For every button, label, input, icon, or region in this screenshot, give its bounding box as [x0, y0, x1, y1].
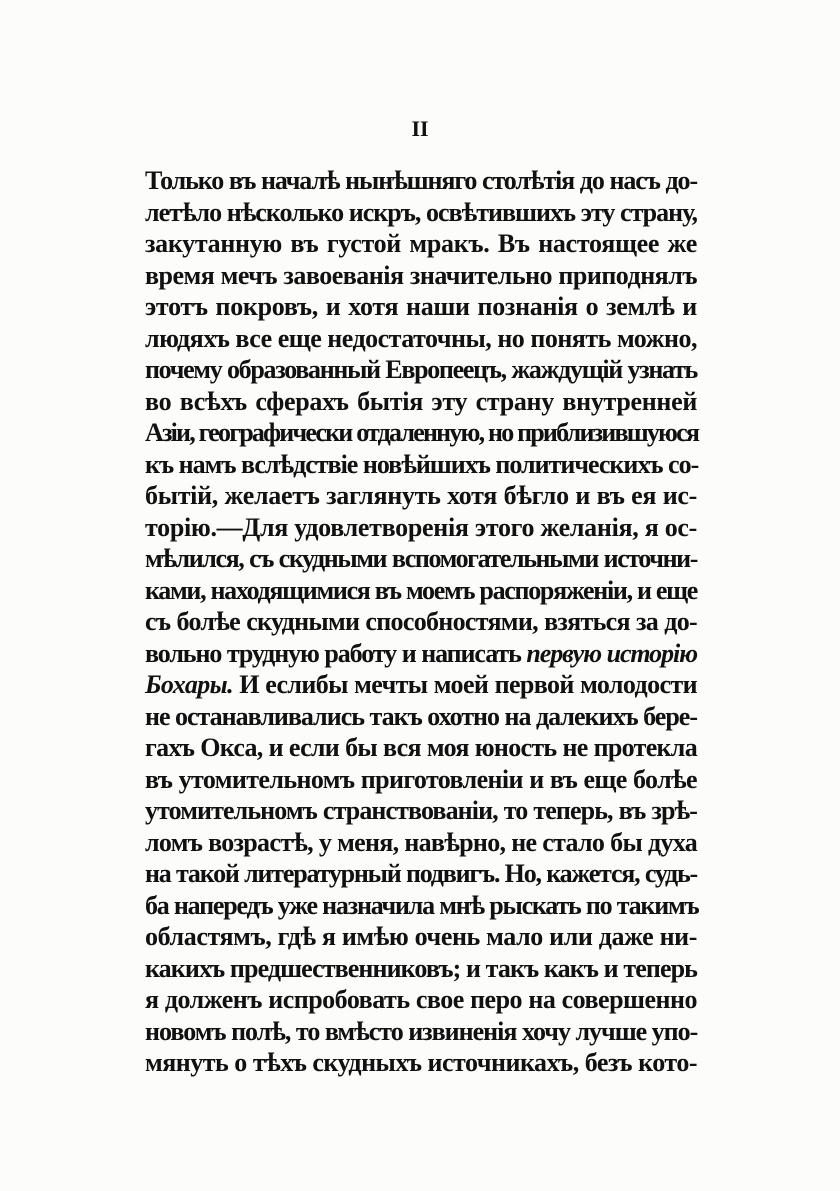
text-run: вольно трудную работу и написать: [145, 638, 527, 668]
body-text: [145, 165, 697, 1079]
text-line: закутанную въ густой мракъ. Въ настоящее же: [145, 229, 697, 258]
text-line: въ утомительномъ приготовленіи и въ еще болѣе: [145, 764, 697, 794]
text-line: во всѣхъ сферахъ бытія эту страну внутренней: [145, 386, 697, 416]
text-line: съ болѣе скудными способностями, взяться за до-: [145, 607, 697, 636]
text-line: утомительномъ странствованіи, то теперь, въ зрѣ-: [145, 796, 697, 825]
italic-phrase: первую исторію: [526, 638, 697, 668]
text-line: бытій, желаетъ заглянуть хотя бѣгло и въ ея ис-: [145, 481, 697, 510]
text-line: торію.—Для удовлетворенія этого желанія, я ос-: [145, 512, 697, 542]
text-line: ками, находящимися въ моемъ распоряженіи, и еще: [145, 575, 697, 605]
text-line: Азіи, географически отдаленную, но приблизившуюся: [145, 418, 699, 447]
text-line: мѣлился, съ скудными вспомогательными источни-: [145, 544, 697, 573]
text-line: почему образованный Европеецъ, жаждущій узнать: [145, 355, 697, 384]
text-line: я долженъ испробовать свое перо на совершенно: [145, 985, 697, 1014]
text-line: время мечъ завоеванія значительно приподнялъ: [145, 260, 697, 290]
text-line: гахъ Окса, и если бы вся моя юность не протекла: [145, 733, 697, 762]
text-run: И еслибы мечты моей первой молодости: [233, 670, 697, 699]
text-line: ломъ возрастѣ, у меня, навѣрно, не стало бы духа: [145, 827, 697, 857]
text-line: какихъ предшественниковъ; и такъ какъ и теперь: [145, 953, 697, 983]
text-line: людяхъ все еще недостаточны, но понять можно,: [145, 323, 697, 353]
page-number: II: [411, 116, 429, 141]
text-line: на такой литературный подвигъ. Но, кажется, судь-: [145, 859, 697, 888]
text-line: ба напередъ уже назначила мнѣ рыскать по такимъ: [145, 890, 699, 920]
text-line: летѣло нѣсколько искръ, освѣтившихъ эту страну,: [145, 197, 697, 227]
text-line: областямъ, гдѣ я имѣю очень мало или даже ни-: [145, 922, 697, 951]
text-line: Только въ началѣ нынѣшняго столѣтія до насъ до-: [145, 166, 697, 195]
text-line: не останавливались такъ охотно на далекихъ бере-: [145, 701, 697, 731]
text-line: [145, 669, 697, 701]
text-line: [145, 638, 697, 670]
text-line: къ намъ вслѣдствіе новѣйшихъ политическихъ со-: [145, 449, 699, 479]
text-line: новомъ полѣ, то вмѣсто извиненія хочу лучше упо-: [145, 1016, 698, 1046]
italic-phrase: Бохары.: [145, 670, 233, 699]
text-line: мянуть о тѣхъ скудныхъ источникахъ, безъ кото-: [145, 1048, 697, 1077]
text-line: этотъ покровъ, и хотя наши познанія о землѣ и: [145, 292, 697, 321]
